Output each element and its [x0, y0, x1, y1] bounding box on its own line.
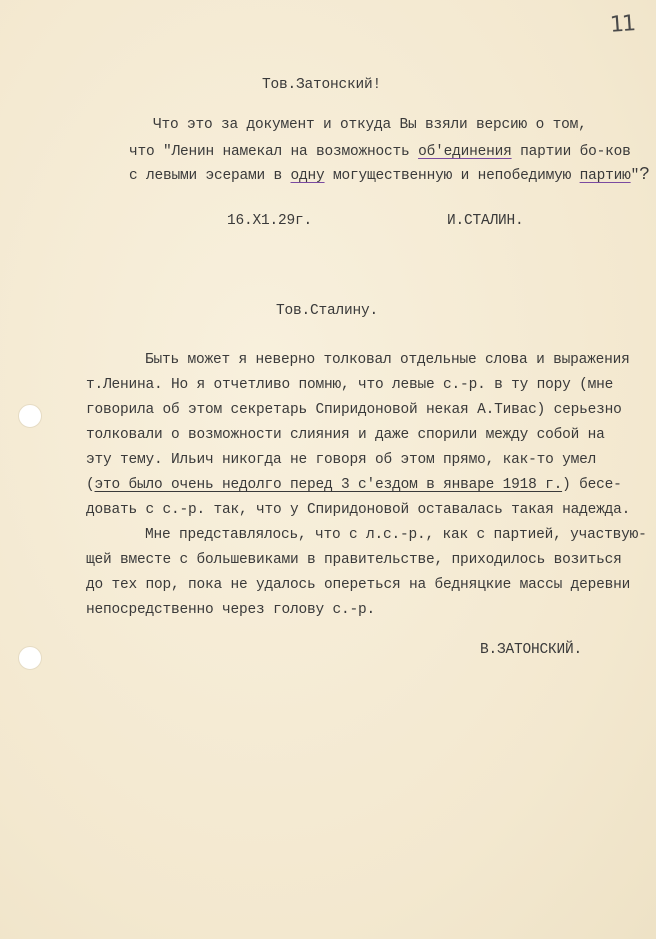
- punch-hole: [18, 646, 42, 670]
- letter1-line-2: что "Ленин намекал на возможность об'единения партии бо-ков: [129, 144, 631, 160]
- letter2-para2-line-2: щей вместе с большевиками в правительстве, приходилось возиться: [86, 552, 622, 568]
- handwritten-question-mark: ?: [639, 165, 650, 185]
- underlined-word: об'единения: [418, 144, 512, 160]
- letter1-line-1: Что это за документ и откуда Вы взяли версию о том,: [153, 117, 587, 133]
- underlined-word: партию: [579, 168, 631, 184]
- letter2-line-5: эту тему. Ильич никогда не говоря об этом прямо, как-то умел: [86, 452, 597, 468]
- letter2-line-2: т.Ленина. Но я отчетливо помню, что левые с.-р. в ту пору (мне: [86, 377, 614, 393]
- letter1-signature: И.СТАЛИН.: [447, 213, 524, 229]
- underlined-phrase: это было очень недолго перед 3 с'ездом в январе 1918 г.: [94, 477, 563, 493]
- letter1-line-3: с левыми эсерами в одну могущественную и непобедимую партию"?: [129, 165, 650, 185]
- letter2-line-3: говорила об этом секретарь Спиридоновой некая А.Тивас) серьезно: [86, 402, 622, 418]
- letter2-line-7: довать с с.-р. так, что у Спиридоновой оставалась такая надежда.: [86, 502, 631, 518]
- handwritten-page-number: 11: [609, 11, 635, 38]
- letter2-line-4: толковали о возможности слияния и даже спорили между собой на: [86, 427, 605, 443]
- letter2-signature: В.ЗАТОНСКИЙ.: [480, 642, 583, 658]
- letter2-salutation: Тов.Сталину.: [276, 303, 379, 319]
- letter1-date: 16.Х1.29г.: [227, 213, 313, 229]
- letter2-line-1: Быть может я неверно толковал отдельные слова и выражения: [145, 352, 630, 368]
- punch-hole: [18, 404, 42, 428]
- letter2-para2-line-3: до тех пор, пока не удалось опереться на бедняцкие массы деревни: [86, 577, 631, 593]
- letter2-line-6: (это было очень недолго перед 3 с'ездом в январе 1918 г.) бесе-: [86, 477, 622, 493]
- letter2-para2-line-1: Мне представлялось, что с л.с.-р., как с партией, участвую-: [145, 527, 647, 543]
- letter1-salutation: Тов.Затонский!: [262, 77, 382, 93]
- underlined-word: одну: [290, 168, 325, 184]
- letter2-para2-line-4: непосредственно через голову с.-р.: [86, 602, 376, 618]
